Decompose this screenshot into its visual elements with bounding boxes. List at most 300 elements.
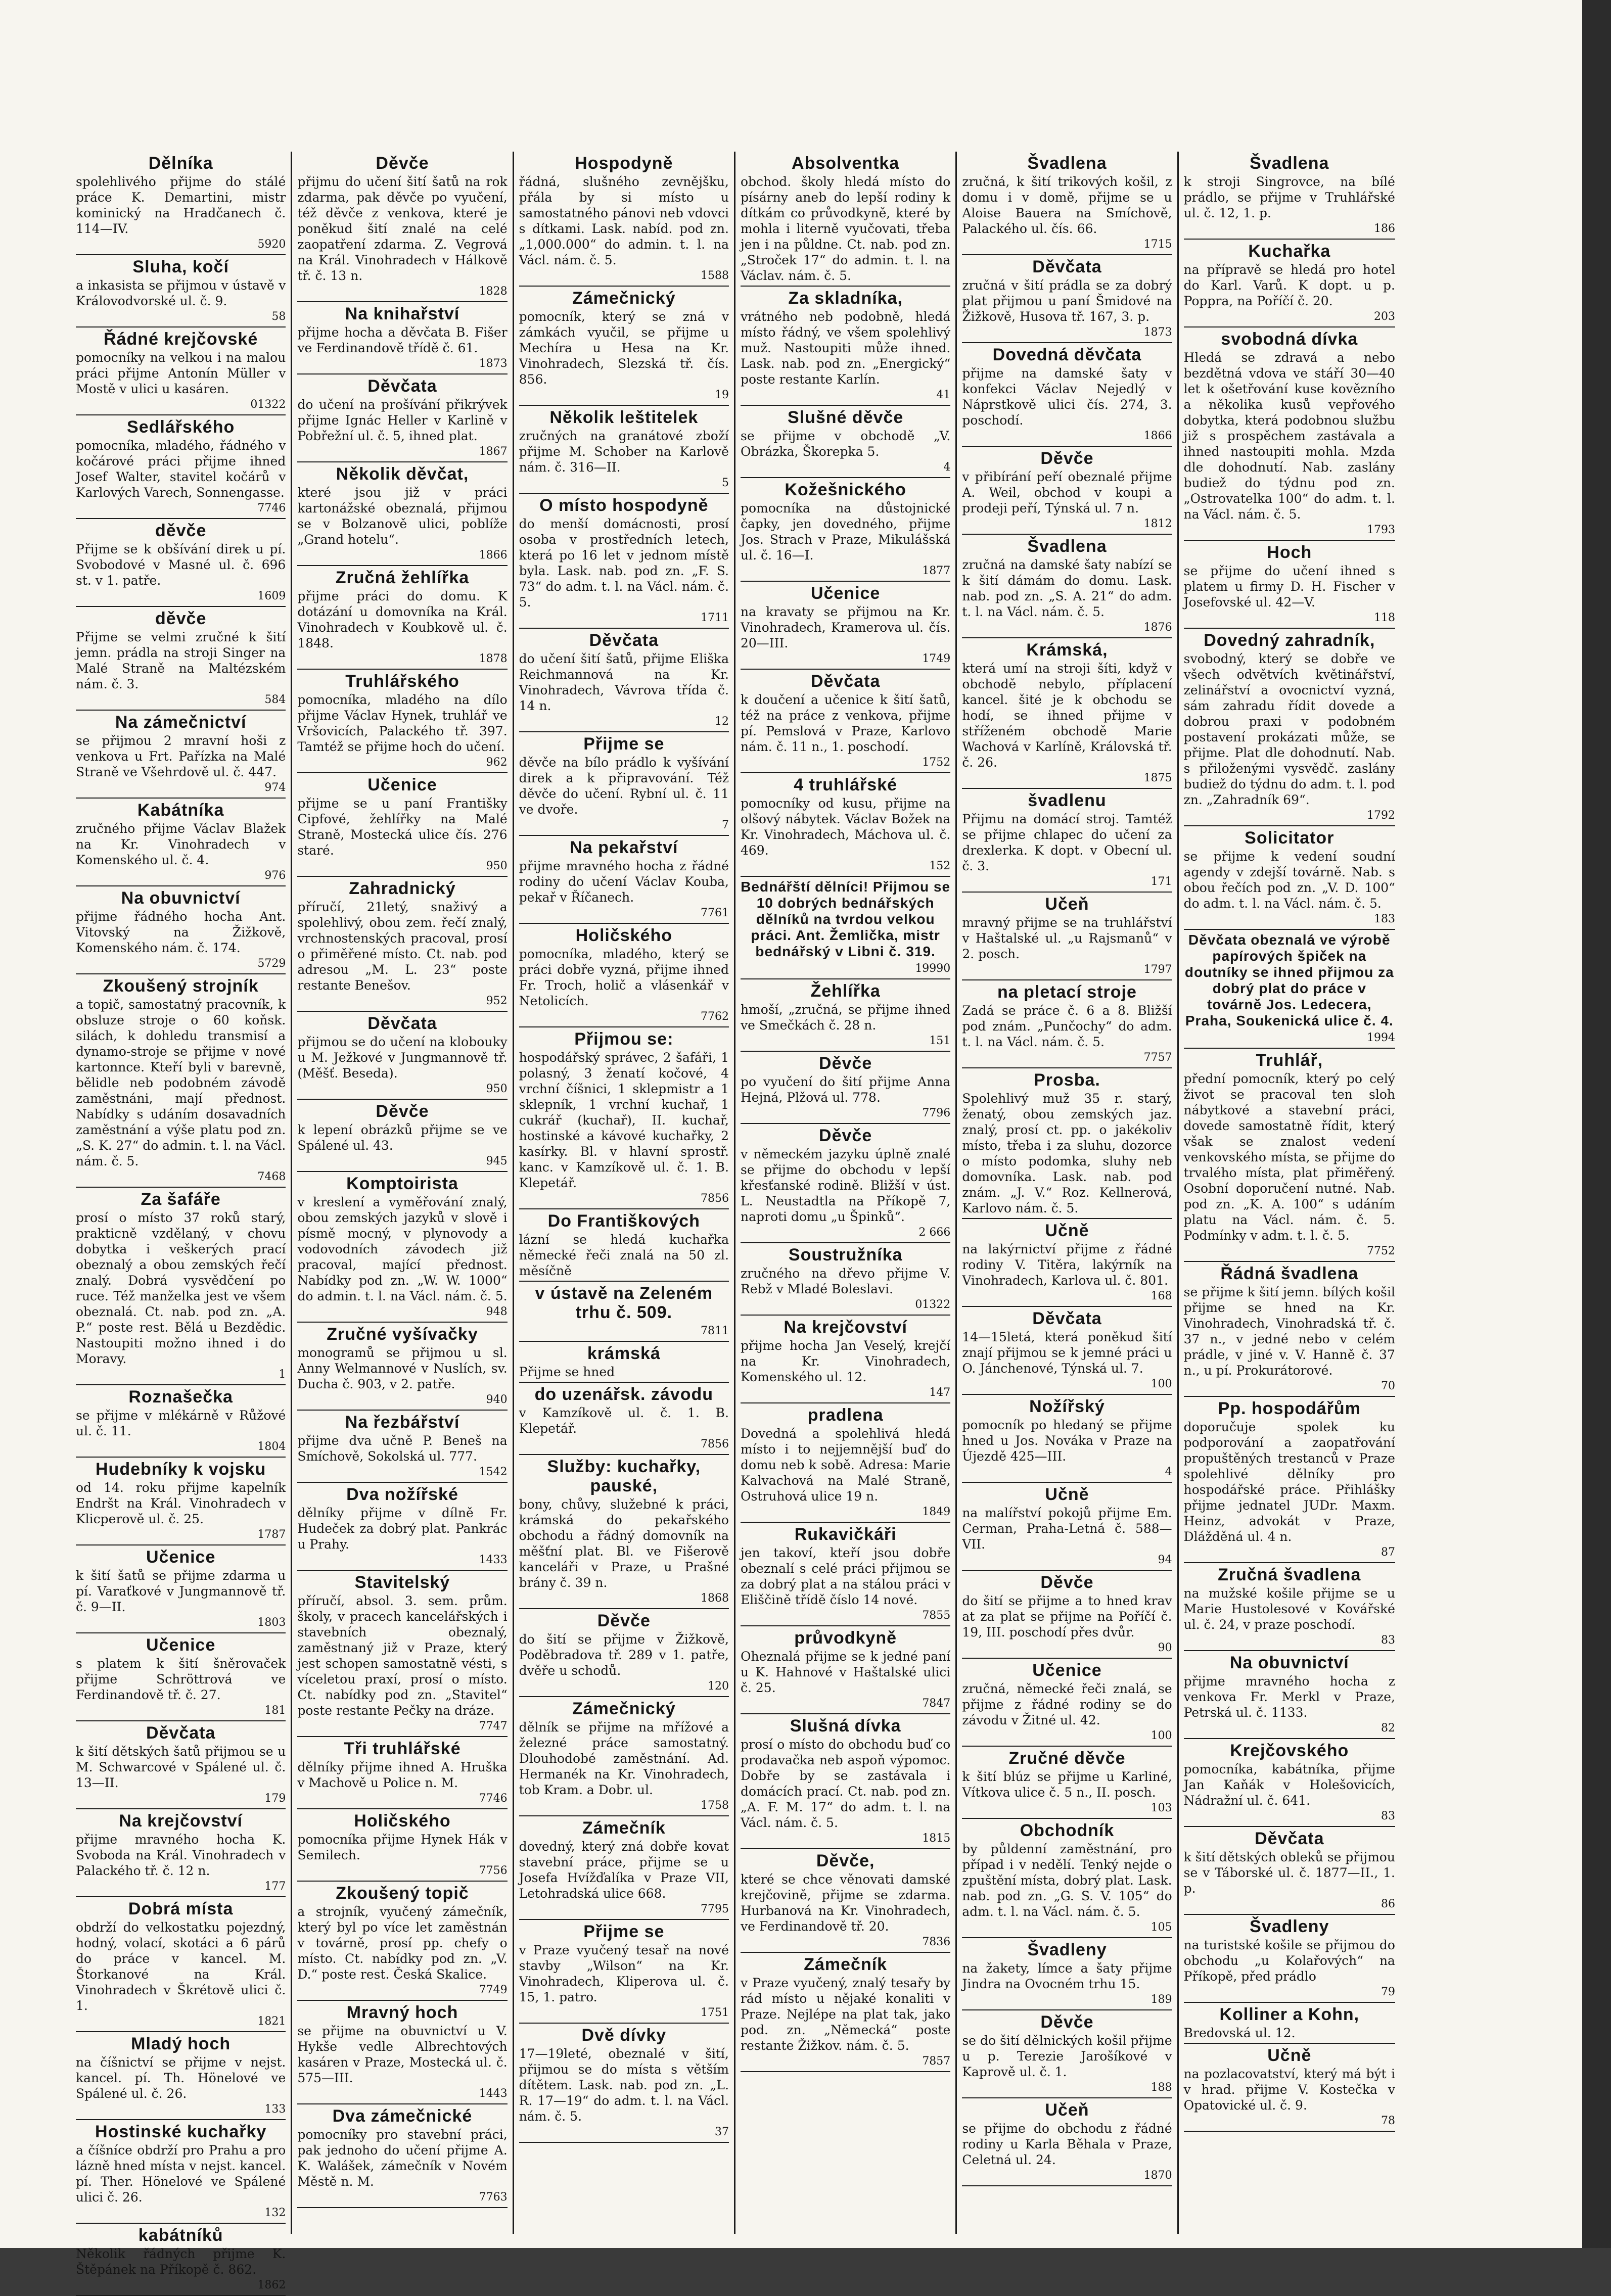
ad-body: by půldenní zaměstnání, pro případ i v nedělí. Tenký nejde o zpuštění místa, dobrý plat. Lask. nab. pod zn. „G. S. V. 105“ do adm. t. l. na Václ. nám. č. 5. [962, 1842, 1172, 1919]
classified-ad [962, 535, 1172, 638]
ad-body: děvče na bílo prádlo k vyšívání direk a k připravování. Též děvče do učení. Rybní ul. č. 11 ve dvoře. [519, 755, 729, 817]
ad-heading: Učně [1045, 1221, 1089, 1240]
ad-body: se přijme do učení ihned s platem u firmy D. H. Fischer v Josefovské ul. 42—V. [1183, 564, 1395, 610]
ad-heading: Učenice [1032, 1661, 1102, 1680]
ad-number: 12 [714, 715, 729, 728]
ad-body: svobodný, který se dobře ve všech odvětvích květinářství, zelinářství a ovocnictví vyzná, sám zahradu řídit dovede a dobrou praxi v podobném postavení prokázati může, se přijme. Plat dle dohodnutí. Nab. s přiloženými vysvědč. zaslány budiež do týdnu do adm. t. l. pod zn. „Zahradník 69“. [1183, 651, 1395, 807]
ad-heading: Slušné děvče [787, 408, 904, 427]
ad-heading: Obchodník [1020, 1821, 1115, 1840]
ad-number: 7 [721, 819, 729, 831]
ad-heading: Dobrá místa [128, 1899, 234, 1918]
classified-ad [962, 1483, 1172, 1571]
ad-heading: Zámečník [804, 1955, 888, 1974]
ad-body: příručí, absol. 3. sem. prům. školy, v pracech kancelářských i stavebních obeznalý, zaměstnaný již v Praze, který jest schopen samostatně vésti, s víceletou praxí, prosí o místo. Ct. nabídky pod zn. „Stavitel“ poste restante Pečky na dráze. [297, 1594, 508, 1718]
ad-body: obchod. školy hledá místo do písárny aneb do lepší rodiny k dítkám co průvodkyně, které by mohla i literně vyučovati, třeba jen i na půldne. Ct. nab. pod zn. „Stroček 17“ do admin. t. l. na Václav. nám. č. 5. [740, 174, 951, 283]
ad-heading: Dvě dívky [581, 2026, 667, 2045]
classified-ad [297, 462, 507, 566]
ad-heading: Učně [1267, 2046, 1312, 2065]
ad-number: 1873 [479, 357, 508, 370]
ad-heading: Děvčata [1032, 1309, 1102, 1328]
ad-heading: Švadlena [1250, 154, 1329, 173]
ad-heading: pradlena [807, 1405, 884, 1425]
ad-heading: Zámečník [582, 1818, 666, 1838]
ad-body: k šití blúz se přijme u Karliné, Vítkova ulice č. 5 n., II. posch. [962, 1769, 1172, 1800]
ad-number: 2 666 [918, 1226, 951, 1239]
ad-heading: Děvčata [810, 672, 881, 691]
ad-body: a topič, samostatný pracovník, k obsluze stroje o 60 koňsk. silách, k dohledu transmisí a dynamo-stroje se přijme v nové kartonnce. Kteří byli v barevně, bělidle neb podobném závodě zaměstnáni, mají přednost. Nabídky s udáním dosavadních zaměstnání a výše platu pod zn. „S. K. 27“ do admin. t. l. na Václ. nám. č. 5. [76, 997, 286, 1168]
ad-body: po vyučení do šití přijme Anna Hejná, Plžová ul. 778. [740, 1074, 951, 1105]
ad-number: 7795 [700, 1903, 729, 1915]
ad-number: 1 [279, 1368, 286, 1381]
classified-ad [962, 789, 1172, 893]
ad-heading: krámská [587, 1344, 661, 1363]
ad-heading: Děvče [376, 1102, 429, 1121]
ad-body: zručná na damské šaty nabízí se k šití dámám do domu. Lask. nab. pod zn. „S. A. 21“ do adm. t. l. na Václ. nám. č. 5. [962, 557, 1172, 619]
ad-heading: Za šafáře [141, 1190, 221, 1209]
ad-body: doporučuje spolek ku podporování a zaopatřování propuštěných trestanců v Praze spolehlivé dělníky pro hospodářské práce. Přihlášky přijme jednatel JUDr. Maxm. Heinz, advokát v Praze, Dlážděná ul. 4 n. [1183, 1420, 1395, 1544]
ad-body: zručných na granátové zboží přijme M. Schober na Karlově nám. č. 316—II. [519, 429, 729, 475]
ad-number: 1752 [922, 756, 951, 769]
ad-heading: Hoch [1267, 543, 1312, 562]
classified-ad [519, 1816, 729, 1920]
ad-number: 183 [1373, 913, 1395, 925]
ad-body: prosí o místo do obchodu buď co prodavačka neb aspoň výpomoc. Dobře by se zastávala i domácích prací. Ct. nab. pod zn. „A. F. M. 17“ do adm. t. l. na Václ. nám. č. 5. [740, 1737, 951, 1830]
ad-number: 7856 [700, 1438, 729, 1450]
classified-ad [962, 1307, 1172, 1395]
ad-body: přijme hocha Jan Veselý, krejčí na Kr. Vinohradech, Komenského ul. 12. [740, 1338, 951, 1384]
ad-number: 974 [264, 781, 286, 794]
ad-heading: Mladý hoch [131, 2034, 231, 2053]
ad-heading: Služby: kuchařky, pauské, [547, 1457, 701, 1495]
ad-body: hmoší, „zručná, se přijme ihned ve Smečkách č. 28 n. [740, 1002, 951, 1033]
ad-number: 1803 [257, 1616, 286, 1629]
ad-body: a inkasista se přijmou v ústavě v Královodvorské ul. č. 9. [76, 278, 286, 308]
classified-ad [962, 1219, 1172, 1307]
ad-number: 90 [1158, 1642, 1172, 1654]
ad-number: 1868 [700, 1592, 729, 1605]
classified-ad [519, 629, 729, 732]
ad-number: 86 [1380, 1898, 1395, 1910]
ad-body: se do šití dělnických košil přijme u p. Terezie Jarošíkové v Kaprově ul. č. 1. [962, 2033, 1172, 2079]
ad-number: 1873 [1143, 326, 1172, 339]
ad-body: které se chce věnovati damské krejčovině, přijme se zdarma. Hurbanová na Kr. Vinohradech, ve Ferdinandově tř. 20. [740, 1872, 951, 1934]
ad-number: 7746 [257, 502, 286, 514]
classified-ad [741, 1052, 950, 1124]
ad-number: 962 [486, 756, 508, 769]
classified-ad [297, 1571, 507, 1737]
ad-number: 189 [1150, 1993, 1172, 2006]
ad-body: Hledá se zdravá a nebo bezdětná vdova ve stáří 30—40 let k ošetřování kuse kovězního a několika kusů vepřového dobytka, která podobnou službu již s prospěchem zastávala a ihned nastoupiti mohla. Mzda dle dohodnutí. Nab. zaslány budiež do týdnu pod zn. „Ostrovatelka 100“ do adm. t. l. na Václ. nám. č. 5. [1183, 350, 1395, 522]
ad-number: 179 [264, 1792, 286, 1805]
ad-number: 1828 [479, 285, 508, 298]
ad-number: 70 [1380, 1380, 1395, 1392]
ad-number: 171 [1150, 875, 1172, 888]
ad-heading: Několik děvčat, [336, 464, 469, 484]
ad-number: 4 [1165, 1466, 1172, 1478]
classified-ad [962, 255, 1172, 343]
classified-ad [741, 1849, 950, 1953]
ad-number: 181 [264, 1704, 286, 1717]
ad-heading: Učně [1045, 1485, 1089, 1504]
classified-ad [76, 607, 286, 711]
ad-number: 37 [714, 2126, 729, 2138]
ad-number: 41 [936, 389, 951, 401]
ad-number: 1715 [1143, 238, 1172, 251]
ad-body: do učení na prošívání přikrývek přijme Ignác Heller v Karlině v Pobřežní ul. č. 5, ihned plat. [297, 397, 508, 443]
classified-ad [962, 1747, 1172, 1819]
ad-body: se přijme k vedení soudní agendy v zdejší továrně. Nab. s obou řečích pod zn. „V. D. 100“ do adm. t. l. na Václ. nám. č. 5. [1183, 849, 1395, 911]
ad-number: 1758 [700, 1799, 729, 1812]
ad-body: přijme hocha a děvčata B. Fišer ve Ferdinandově třídě č. 61. [297, 325, 508, 355]
ad-heading: 4 truhlářské [794, 775, 898, 794]
ad-number: 83 [1380, 1810, 1395, 1822]
ad-number: 5729 [257, 957, 286, 970]
ad-heading: Zahradnický [349, 879, 456, 898]
ad-number: 7761 [700, 907, 729, 919]
classified-ad [741, 1243, 950, 1316]
ad-heading: Dělníka [148, 154, 213, 173]
ad-body: spolehlivého přijme do stálé práce K. Demartini, mistr kominický na Hradčanech č. 114—IV. [76, 174, 286, 236]
ad-body: dělník se přijme na mřížové a železné práce samostatný. Dlouhodobé zaměstnání. Ad. Hermanék na Kr. Vinohradech, tob Kram. a Dobr. ul. [519, 1720, 729, 1797]
ad-heading: Učenice [810, 584, 881, 603]
ad-heading: Dovedná děvčata [992, 345, 1142, 364]
ad-number: 1793 [1366, 524, 1395, 536]
ad-body: pomocníka přijme Hynek Hák v Semilech. [297, 1832, 508, 1862]
ad-heading: Na zámečnictví [115, 713, 247, 732]
ad-heading: Děvče [819, 1054, 872, 1073]
ad-number: 7749 [479, 1984, 508, 1996]
classified-ad [1184, 1397, 1395, 1563]
ad-body: Spolehlivý muž 35 r. starý, ženatý, obou zemských jaz. znalý, prosí ct. pp. o jakékoliv místo, třeba i za sluhu, dozorce o místo podomka, sluhy neb domovníka. Lask. nab. pod znám. „J. V.“ Roz. Kellnerová, Karlovo nám. č. 5. [962, 1091, 1172, 1215]
ad-heading: Švadleny [1250, 1917, 1329, 1936]
ad-heading: Hospodyně [575, 154, 673, 173]
ad-heading: Solicitator [1245, 828, 1334, 848]
ad-number: 1804 [257, 1440, 286, 1453]
ad-number: 78 [1380, 2115, 1395, 2127]
scan-edge-shadow [1582, 0, 1611, 2248]
ad-number: 151 [929, 1035, 951, 1047]
ad-body: která umí na stroji šíti, když v obchodě nebylo, příplacení kancel. šité je k obchodu se hodí, se ihned přijme v stříženém obchodě Marie Wachová v Karlíně, Královská tř. č. 26. [962, 661, 1172, 770]
ad-body: pomocníky na velkou i na malou práci přijme Antonín Müller v Mostě v ulici u kasáren. [76, 350, 286, 396]
ad-column-2 [292, 152, 514, 2234]
ad-body: bony, chůvy, služebné k práci, krámská do pekařského obchodu a řádný domovník na měšťní plat. Bl. ve Fišerově kanceláři v Praze, u Prašné brány č. 39 n. [519, 1497, 729, 1590]
ad-number: 1787 [257, 1528, 286, 1541]
classified-ad [297, 1411, 507, 1483]
ad-body: se přijme k šití jemn. bílých košil přijme se hned na Kr. Vinohradech, Vinohradská tř. č. 37 n., v jedné nebo v celém prádle, v jiné v. V. Hanně č. 37 n., u pí. Prokurátorové. [1183, 1285, 1395, 1378]
ad-heading: Dovedný zahradník, [1204, 631, 1375, 650]
ad-heading: Děvčata [367, 377, 437, 396]
classified-ad [297, 1012, 507, 1100]
classified-ad [76, 1458, 286, 1545]
classified-ad [741, 1403, 950, 1523]
ad-body: dělníky přijme ihned A. Hruška v Machově u Police n. M. [297, 1760, 508, 1790]
classified-ad [1184, 1563, 1395, 1651]
ad-body: přijme řádného hocha Ant. Vitovský na Žižkově, Komenského nám. č. 174. [76, 909, 286, 955]
classified-ad [741, 1953, 950, 2072]
ad-body: 14—15letá, která poněkud šití znají přijmou se k jemné práci u O. Jánchenové, Týnská ul. 7. [962, 1330, 1172, 1376]
ad-heading: Nožířský [1029, 1397, 1105, 1416]
classified-ad [297, 877, 507, 1012]
classified-ad [519, 494, 729, 629]
ad-heading: Děvčata [1032, 257, 1102, 276]
ad-number: 1812 [1143, 518, 1172, 530]
ad-body: Dovedná a spolehlivá hledá místo i to nejjemnější buď do domu neb k sobě. Adresa: Marie Kalvachová na Malé Straně, Ostruhová ulice 19 n. [740, 1426, 951, 1504]
classified-ad [1184, 2003, 1395, 2044]
classified-ad [297, 1809, 507, 1882]
ad-number: 1870 [1143, 2169, 1172, 2182]
ad-body: zručná v šití prádla se za dobrý plat přijmou u paní Šmidové na Žižkově, Husova tř. 167, 3. p. [962, 278, 1172, 324]
ad-number: 1821 [257, 2015, 286, 2028]
ad-heading: Děvčata [146, 1723, 216, 1743]
ad-body: do šití se přijme v Žižkově, Poděbradova tř. 289 v 1. patře, dvěře u schodů. [519, 1632, 729, 1678]
ad-body: přijme práci do domu. K dotázání u domovníka na Král. Vinohradech v Koubkově ul. č. 1848. [297, 589, 508, 650]
ad-number: 1751 [700, 2006, 729, 2019]
classified-ad [962, 1659, 1172, 1747]
classified-ad [741, 478, 950, 582]
ad-body: pomocníka, mladého na dílo přijme Václav Hynek, truhlář ve Vršovicích, Palackého tř. 397. Tamtéž se přijme hoch do učení. [297, 692, 508, 754]
ad-heading: Soustružníka [788, 1245, 903, 1264]
ad-number: 950 [486, 1083, 508, 1095]
ad-number: 7856 [700, 1192, 729, 1205]
classified-ad [1184, 930, 1395, 1049]
ad-number: 188 [1150, 2081, 1172, 2094]
classified-ad [76, 2224, 286, 2296]
ad-heading: Komptoirista [346, 1174, 458, 1193]
ad-body: k šití dětských obleků se přijmou se v Táborské ul. č. 1877—II., 1. p. [1183, 1850, 1395, 1896]
ad-heading: Přijme se [583, 734, 665, 754]
ad-heading: Holičského [354, 1811, 451, 1831]
ad-body: přijmou se do učení na klobouky u M. Ježkové v Jungmannově tř. (Měšť. Beseda). [297, 1035, 508, 1081]
ad-heading: Děvčata [589, 631, 659, 650]
ad-body: na malířství pokojů přijme Em. Cerman, Praha-Letná č. 588—VII. [962, 1506, 1172, 1552]
ad-heading: Švadleny [1027, 1940, 1107, 1959]
ad-heading: Na krejčovství [784, 1318, 907, 1337]
classified-ad [741, 1626, 950, 1714]
ad-heading: Holičského [575, 926, 673, 945]
ad-body: k šití šatů se přijme zdarma u pí. Varaťkové v Jungmannově tř. č. 9—II. [76, 1568, 286, 1614]
ad-heading: Slušná dívka [790, 1716, 901, 1736]
ad-body: na přípravě se hledá pro hotel do Karl. Varů. K dopt. u p. Poppra, na Poříčí č. 20. [1183, 262, 1395, 308]
ad-number: 4 [943, 461, 951, 474]
ad-heading: Roznašečka [128, 1387, 233, 1407]
classified-ad [297, 2001, 507, 2104]
ad-body: přijme se u paní Františky Cipfové, žehlířky na Malé Straně, Mostecká ulice čís. 276 staré. [297, 796, 508, 858]
ad-number: 19990 [915, 962, 951, 975]
classified-ad [1184, 1651, 1395, 1739]
ad-heading: Za skladníka, [788, 289, 903, 308]
classified-ad [1184, 826, 1395, 930]
ad-number: 1862 [257, 2279, 286, 2291]
ad-heading: Na obuvnictví [1229, 1653, 1349, 1672]
classified-ad [76, 2120, 286, 2224]
ad-number: 103 [1150, 1802, 1172, 1814]
classified-ad [519, 1383, 729, 1455]
ad-number: 7836 [922, 1936, 951, 1948]
classified-ad [1184, 1827, 1395, 1915]
classified-ad [76, 415, 286, 519]
ad-heading: Děvčata obeznalá ve výrobě papírových špiček na doutníky se ihned přijmou za dobrý plat do práce v továrně Jos. Ledecera, Praha, Soukenická ulice č. 4. [1184, 932, 1394, 1028]
ad-number: 1609 [257, 590, 286, 602]
ad-body: na lakýrnictví přijme z řádné rodiny V. Titěra, lakýrník na Vinohradech, Karlova ul. č. 801. [962, 1242, 1172, 1288]
ad-number: 132 [264, 2207, 286, 2219]
ad-number: 940 [486, 1393, 508, 1406]
ad-number: 186 [1373, 222, 1395, 235]
ad-heading: Mravný hoch [346, 2003, 458, 2022]
ad-number: 100 [1150, 1378, 1172, 1390]
classified-ad [76, 2032, 286, 2120]
ad-body: pomocníky od kusu, přijme na olšový nábytek. Václav Božek na Kr. Vinohradech, Máchova ul. č. 469. [740, 796, 951, 858]
ad-body: pomocníka, mladého, řádného v kočárové práci přijme ihned Josef Walter, stavitel kočárů v Karlových Varech, Sonnengasse. [76, 438, 286, 500]
ad-heading: Děvče, [816, 1851, 875, 1870]
ad-heading: Na knihařství [345, 304, 460, 323]
classified-ad [297, 2104, 507, 2208]
ad-number: 1878 [479, 652, 508, 665]
ad-body: prosí o místo 37 roků starý, prakticně vzdělaný, v chovu dobytka i veškerých prací obeznalý a obou zemských řečí znalý. Dobrá vysvědčení po ruce. Též manželka jest ve všem obeznalá. Ct. nab. pod zn. „A. P.“ poste rest. Bělá u Bezdědic. Nastoupiti možno ihned i do Moravy. [76, 1210, 286, 1366]
classified-ad [741, 582, 950, 670]
ad-heading: Sedlářského [127, 417, 235, 437]
classified-ad [76, 152, 286, 255]
ad-number: 1443 [479, 2087, 508, 2100]
ad-column-3 [514, 152, 735, 2234]
ad-heading: Na řezbářství [345, 1413, 460, 1432]
classified-ad [1184, 240, 1395, 327]
ad-number: 58 [271, 310, 286, 323]
ad-body: zručného přijme Václav Blažek na Kr. Vinohradech v Komenského ul. č. 4. [76, 821, 286, 867]
ad-number: 79 [1380, 1986, 1395, 1998]
classified-ad [1184, 1262, 1395, 1397]
ad-body: Oheznalá přijme se k jedné paní u K. Hahnové v Haštalské ulici č. 25. [740, 1649, 951, 1695]
ad-body: zručná, německé řeči znalá, se přijme z řádné rodiny se do závodu v Žitné ul. 42. [962, 1681, 1172, 1727]
ad-body: k šití dětských šatů přijmou se u M. Schwarcové v Spálené ul. č. 13—II. [76, 1744, 286, 1790]
classified-ad [741, 1714, 950, 1849]
ad-number: 1866 [479, 549, 508, 561]
ad-body: na pozlacovatství, který má být i v hrad. přijme V. Kostečka v Opatovické ul. č. 9. [1183, 2067, 1395, 2113]
ad-heading: Kabátníka [137, 801, 224, 820]
ad-body: na kravaty se přijmou na Kr. Vinohradech, Kramerova ul. čís. 20—III. [740, 604, 951, 650]
ad-body: pomocníky pro stavební práci, pak jednoho do učení přijme A. K. Walášek, zámečník v Novém Městě n. M. [297, 2127, 508, 2189]
classified-ad [519, 1027, 729, 1209]
classified-ad [741, 979, 950, 1052]
classified-ad [519, 1342, 729, 1383]
classified-ad [76, 886, 286, 974]
ad-number: 120 [707, 1680, 729, 1693]
classified-ad [962, 1938, 1172, 2010]
classified-ad [741, 1523, 950, 1626]
ad-body: přijme dva učně P. Beneš na Smíchově, Sokolská ul. 777. [297, 1433, 508, 1464]
ad-heading: Na pekařství [570, 838, 678, 857]
ad-number: 100 [1150, 1729, 1172, 1742]
ad-heading: Zručná žehlířka [335, 568, 470, 587]
ad-number: 1749 [922, 652, 951, 665]
ad-number: 118 [1373, 612, 1395, 624]
classified-ad [1184, 1739, 1395, 1827]
classified-ad [1184, 629, 1395, 826]
ad-body: v kreslení a vyměřování znalý, obou zemských jazyků v slově i písmě mocný, v plynovody a vodovodních závodech již pracoval, mající přednost. Nabídky pod zn. „W. W. 1000“ do admin. t. l. na Václ. nám. č. 5. [297, 1195, 508, 1303]
ad-number: 7752 [1366, 1245, 1395, 1257]
ad-body: lázní se hledá kuchařka německé řeči znalá na 50 zl. měsíčně [519, 1232, 729, 1278]
ad-heading: Krámská, [1026, 640, 1108, 660]
classified-ad [76, 1385, 286, 1458]
ad-number: 1433 [479, 1554, 508, 1566]
classified-ad [76, 327, 286, 415]
ad-column-6 [1179, 152, 1400, 2234]
ad-heading: Bednářští dělníci! Přijmou se 10 dobrých bednářských dělníků na tvrdou velkou práci. Ant. Žemlička, mistr bednářský v Libni č. 319. [741, 879, 951, 959]
ad-number: 1849 [922, 1506, 951, 1518]
ad-number: 177 [264, 1880, 286, 1893]
ad-body: pomocníka na důstojnické čapky, jen dovedného, přijme Jos. Strach v Praze, Mikulášská ul. č. 16—I. [740, 501, 951, 563]
ad-heading: Švadlena [1027, 154, 1107, 173]
ad-heading: Truhlářského [345, 672, 459, 691]
ad-heading: Kolliner a Kohn, [1219, 2005, 1360, 2024]
classified-ad [741, 1316, 950, 1403]
ad-number: 94 [1158, 1554, 1172, 1566]
classified-ad [741, 287, 950, 406]
classified-ad [519, 1697, 729, 1816]
ad-number: 1815 [922, 1832, 951, 1845]
ad-number: 152 [929, 860, 951, 872]
ad-heading: Žehlířka [810, 981, 881, 1001]
ad-number: 948 [486, 1305, 508, 1318]
classified-ad [297, 670, 507, 773]
classified-ad [741, 773, 950, 877]
classified-ad [962, 1395, 1172, 1483]
ad-column-5 [957, 152, 1178, 2234]
ad-number: 83 [1380, 1634, 1395, 1647]
ad-heading: Několik leštitelek [549, 408, 699, 427]
ad-number: 1994 [1366, 1032, 1395, 1044]
classified-ad [519, 1609, 729, 1697]
ad-heading: Tři truhlářské [344, 1739, 461, 1758]
ad-body: v Praze vyučený, znalý tesařy by rád místo u nějaké konaliti v Praze. Nejlépe na plat tak, jako pod. zn. „Německá“ poste restante Žižkov. nám. č. 5. [740, 1976, 951, 2053]
ad-number: 1542 [479, 1466, 508, 1478]
ad-heading: Přijme se [583, 1922, 665, 1941]
ad-heading: Děvčata [1255, 1829, 1324, 1848]
ad-number: 1797 [1143, 963, 1172, 976]
classified-ad [962, 152, 1172, 255]
ad-body: přijme mravného hocha z venkova Fr. Merkl v Praze, Petrská ul. č. 1133. [1183, 1674, 1395, 1720]
classified-ad [962, 1571, 1172, 1659]
ad-heading: Řádné krejčovské [104, 330, 258, 349]
ad-heading: Kuchařka [1248, 242, 1331, 261]
classified-ad [962, 2010, 1172, 2098]
ad-body: Přijme se hned [519, 1365, 615, 1379]
classified-ad [962, 343, 1172, 447]
ad-number: 7857 [922, 2055, 951, 2068]
ad-body: v Kamzíkově ul. č. 1. B. Klepetář. [519, 1405, 729, 1436]
classified-ad [962, 980, 1172, 1068]
ad-body: Několik řádných přijme K. Štěpánek na Příkopě č. 862. [76, 2246, 286, 2277]
ad-number: 945 [486, 1155, 508, 1167]
ad-number: 7747 [479, 1720, 508, 1732]
ad-heading: Zručné děvče [1008, 1749, 1126, 1768]
classified-ad [519, 1920, 729, 2024]
ad-heading: Učeň [1045, 2100, 1089, 2120]
classified-ad [76, 711, 286, 799]
ad-body: do šití se přijme a to hned krav at za plat se přijme na Poříčí č. 19, III. poschodí přes dvůr. [962, 1594, 1172, 1639]
ad-number: 7847 [922, 1697, 951, 1710]
ad-number: 584 [264, 693, 286, 706]
ad-heading: Stavitelský [354, 1573, 450, 1592]
ad-heading: Hostinské kuchařky [95, 2122, 267, 2141]
ad-heading: Děvče [376, 154, 429, 173]
ad-body: do učení šití šatů, přijme Eliška Reichmannová na Kr. Vinohradech, Vávrova třída č. 14 n. [519, 651, 729, 713]
classified-ad [297, 1100, 507, 1172]
ad-number: 7756 [479, 1864, 508, 1877]
ad-heading: Děvče [1040, 449, 1094, 468]
ad-heading: průvodkyně [794, 1628, 897, 1648]
ad-body: jen takoví, kteří jsou dobře obeznalí s celé práci přijmou se za dobrý plat a na stálou práci v Eliščině třídě číslo 14 nové. [740, 1545, 951, 1607]
ad-heading: Švadlena [1027, 537, 1107, 556]
